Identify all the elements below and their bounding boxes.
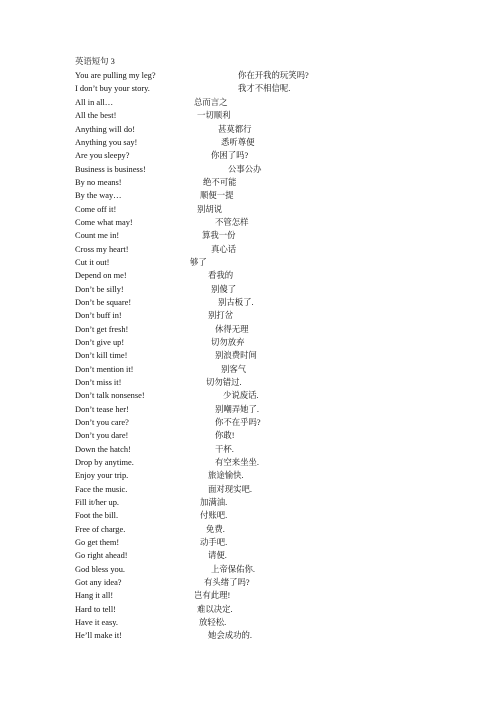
english-phrase: Don’t give up!	[75, 338, 125, 347]
chinese-translation: 别嘲弄她了.	[215, 405, 259, 414]
chinese-translation: 请便.	[208, 551, 227, 560]
english-phrase: By no means!	[75, 178, 122, 187]
english-phrase: Don’t tease her!	[75, 405, 129, 414]
chinese-translation: 切勿放弃	[211, 338, 245, 347]
chinese-translation: 不管怎样	[215, 218, 249, 227]
chinese-translation: 看我的	[208, 271, 234, 280]
chinese-translation: 岂有此理!	[194, 591, 231, 600]
english-phrase: He’ll make it!	[75, 631, 122, 640]
english-phrase: Don’t get fresh!	[75, 325, 129, 334]
chinese-translation: 休得无理	[215, 325, 249, 334]
chinese-translation: 有空来坐坐.	[215, 458, 259, 467]
english-phrase: Don’t mention it!	[75, 365, 134, 374]
chinese-translation: 顺便一提	[200, 191, 234, 200]
english-phrase: Enjoy your trip.	[75, 471, 129, 480]
english-phrase: All the best!	[75, 111, 117, 120]
english-phrase: All in all…	[75, 98, 114, 107]
chinese-translation: 别古板了.	[218, 298, 254, 307]
english-phrase: Cut it out!	[75, 258, 110, 267]
english-phrase: Down the hatch!	[75, 445, 131, 454]
chinese-translation: 我才不相信呢.	[238, 84, 291, 93]
english-phrase: Go right ahead!	[75, 551, 128, 560]
english-phrase: Fill it/her up.	[75, 498, 119, 507]
chinese-translation: 别浪费时间	[215, 351, 257, 360]
chinese-translation: 上帝保佑你.	[211, 565, 255, 574]
chinese-translation: 有头绪了吗?	[204, 578, 250, 587]
english-phrase: I don’t buy your story.	[75, 84, 150, 93]
english-phrase: Foot the bill.	[75, 511, 119, 520]
english-phrase: Don’t be square!	[75, 298, 132, 307]
english-phrase: Don’t kill time!	[75, 351, 128, 360]
chinese-translation: 总而言之	[194, 98, 228, 107]
english-phrase: Come what may!	[75, 218, 133, 227]
english-phrase: Count me in!	[75, 231, 120, 240]
document-title: 英语短句 3	[75, 57, 115, 66]
chinese-translation: 面对现实吧.	[208, 485, 252, 494]
chinese-translation: 绝不可能	[203, 178, 237, 187]
english-phrase: God bless you.	[75, 565, 126, 574]
chinese-translation: 你在开我的玩笑吗?	[238, 71, 309, 80]
chinese-translation: 够了	[190, 258, 207, 267]
english-phrase: Cross my heart!	[75, 245, 129, 254]
english-phrase: Business is business!	[75, 165, 146, 174]
english-phrase: Face the music.	[75, 485, 128, 494]
english-phrase: Don’t talk nonsense!	[75, 391, 145, 400]
english-phrase: Drop by anytime.	[75, 458, 134, 467]
chinese-translation: 她会成功的.	[208, 631, 252, 640]
chinese-translation: 旅途愉快.	[208, 471, 244, 480]
chinese-translation: 公事公办	[228, 165, 262, 174]
english-phrase: Don’t be silly!	[75, 285, 124, 294]
english-phrase: By the way…	[75, 191, 122, 200]
chinese-translation: 别客气	[221, 365, 247, 374]
chinese-translation: 你困了吗?	[211, 151, 249, 160]
chinese-translation: 真心话	[211, 245, 237, 254]
chinese-translation: 悉听尊便	[221, 138, 255, 147]
english-phrase: You are pulling my leg?	[75, 71, 156, 80]
english-phrase: Have it easy.	[75, 618, 118, 627]
chinese-translation: 动手吧.	[200, 538, 228, 547]
chinese-translation: 少说废话.	[223, 391, 259, 400]
chinese-translation: 你敢!	[215, 431, 235, 440]
chinese-translation: 别胡说	[197, 205, 223, 214]
chinese-translation: 甚莫都行	[218, 125, 252, 134]
chinese-translation: 切勿错过.	[206, 378, 242, 387]
chinese-translation: 干杯.	[215, 445, 234, 454]
english-phrase: Anything you say!	[75, 138, 138, 147]
english-phrase: Don’t you dare!	[75, 431, 129, 440]
english-phrase: Don’t you care?	[75, 418, 129, 427]
chinese-translation: 加满油.	[200, 498, 228, 507]
english-phrase: Free of charge.	[75, 525, 126, 534]
english-phrase: Depend on me!	[75, 271, 127, 280]
english-phrase: Don’t miss it!	[75, 378, 122, 387]
chinese-translation: 你不在乎吗?	[215, 418, 261, 427]
english-phrase: Come off it!	[75, 205, 117, 214]
english-phrase: Got any idea?	[75, 578, 122, 587]
english-phrase: Are you sleepy?	[75, 151, 130, 160]
chinese-translation: 付账吧.	[200, 511, 228, 520]
chinese-translation: 算我一份	[202, 231, 236, 240]
english-phrase: Go get them!	[75, 538, 120, 547]
chinese-translation: 一切顺利	[197, 111, 231, 120]
english-phrase: Hard to tell!	[75, 605, 116, 614]
english-phrase: Hang it all!	[75, 591, 114, 600]
english-phrase: Anything will do!	[75, 125, 136, 134]
chinese-translation: 放轻松.	[199, 618, 227, 627]
english-phrase: Don’t buff in!	[75, 311, 122, 320]
chinese-translation: 难以决定.	[197, 605, 233, 614]
chinese-translation: 别打岔	[208, 311, 234, 320]
chinese-translation: 免费.	[206, 525, 225, 534]
chinese-translation: 别傻了	[211, 285, 237, 294]
